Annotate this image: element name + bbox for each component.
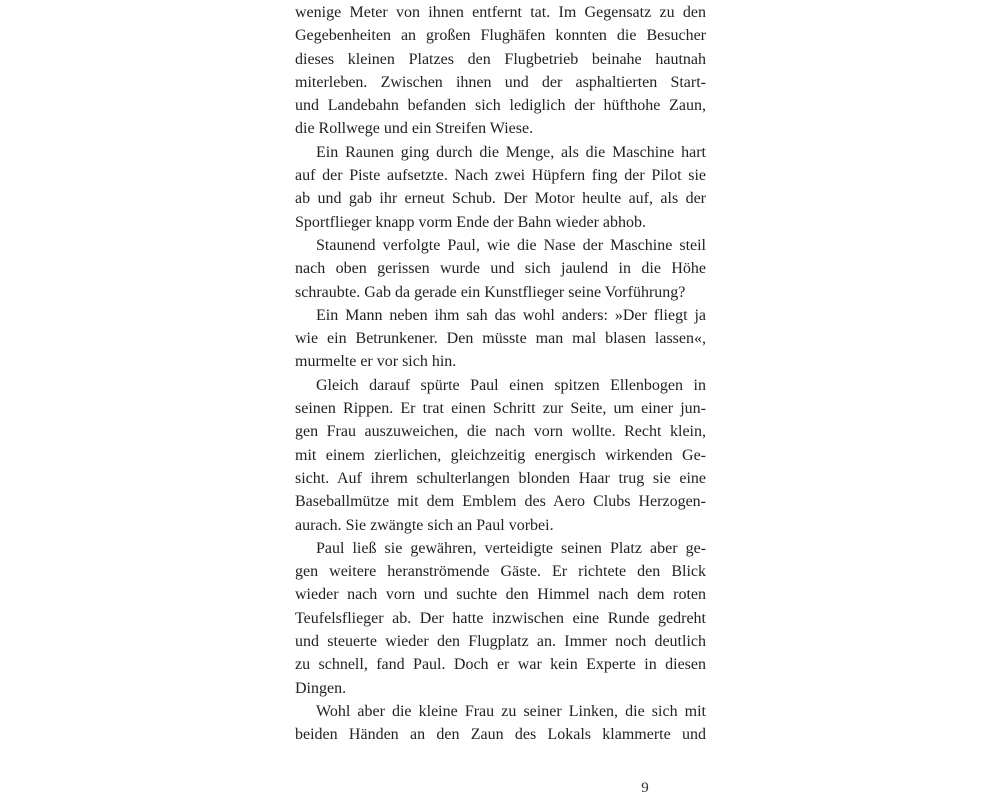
text-line: zu schnell, fand Paul. Doch er war kein Experte in diesen — [295, 656, 706, 674]
text-line: Baseballmütze mit dem Emblem des Aero Clubs Herzogen- — [295, 493, 706, 511]
paragraph — [295, 234, 706, 304]
text-line: Wohl aber die kleine Frau zu seiner Linken, die sich mit — [316, 702, 706, 720]
text-line: und steuerte wieder den Flugplatz an. Immer noch deutlich — [295, 633, 706, 651]
paragraph — [295, 537, 706, 700]
paragraph — [295, 304, 706, 374]
text-line: wieder nach vorn und suchte den Himmel nach dem roten — [295, 586, 706, 604]
text-line: aurach. Sie zwängte sich an Paul vorbei. — [295, 516, 554, 534]
text-line: Staunend verfolgte Paul, wie die Nase der Maschine steil — [316, 236, 706, 254]
text-line: Paul ließ sie gewähren, verteidigte seinen Platz aber ge- — [316, 539, 706, 557]
text-line: beiden Händen an den Zaun des Lokals klammerte und — [295, 726, 706, 744]
text-column — [295, 1, 706, 747]
text-line: Ein Mann neben ihm sah das wohl anders: »Der fliegt ja — [316, 306, 706, 324]
paragraph — [295, 141, 706, 234]
text-line: miterleben. Zwischen ihnen und der asphaltierten Start- — [295, 73, 706, 91]
text-line: sicht. Auf ihrem schulterlangen blonden Haar trug sie eine — [295, 469, 706, 487]
text-line: nach oben gerissen wurde und sich jaulend in die Höhe — [295, 260, 706, 278]
text-line: Dingen. — [295, 679, 347, 697]
text-line: Gegebenheiten an großen Flughäfen konnten die Besucher — [295, 27, 706, 45]
text-line: dieses kleinen Platzes den Flugbetrieb beinahe hautnah — [295, 50, 706, 68]
text-line: ab und gab ihr erneut Schub. Der Motor heulte auf, als der — [295, 190, 706, 208]
text-line: Teufelsflieger ab. Der hatte inzwischen eine Runde gedreht — [295, 609, 706, 627]
text-line: Gleich darauf spürte Paul einen spitzen Ellenbogen in — [316, 376, 706, 394]
text-line: gen weitere heranströmende Gäste. Er richtete den Blick — [295, 563, 706, 581]
paragraph — [295, 1, 706, 141]
paragraph — [295, 374, 706, 537]
text-line: wie ein Betrunkener. Den müsste man mal blasen lassen«, — [295, 330, 706, 348]
page-number: 9 — [641, 780, 649, 796]
text-line: mit einem zierlichen, gleichzeitig energisch wirkenden Ge- — [295, 446, 706, 464]
text-line: gen Frau auszuweichen, die nach vorn wollte. Recht klein, — [295, 423, 706, 441]
text-line: schraubte. Gab da gerade ein Kunstflieger seine Vorführung? — [295, 283, 686, 301]
text-line: und Landebahn befanden sich lediglich der hüfthohe Zaun, — [295, 97, 706, 115]
text-line: auf der Piste aufsetzte. Nach zwei Hüpfern fing der Pilot sie — [295, 167, 706, 185]
text-line: murmelte er vor sich hin. — [295, 353, 457, 371]
paragraph — [295, 700, 706, 747]
text-line: seinen Rippen. Er trat einen Schritt zur Seite, um einer jun- — [295, 400, 706, 418]
text-line: wenige Meter von ihnen entfernt tat. Im Gegensatz zu den — [295, 4, 706, 21]
text-line: die Rollwege und ein Streifen Wiese. — [295, 120, 534, 138]
text-line: Sportflieger knapp vorm Ende der Bahn wieder abhob. — [295, 213, 647, 231]
text-line: Ein Raunen ging durch die Menge, als die Maschine hart — [316, 143, 706, 161]
